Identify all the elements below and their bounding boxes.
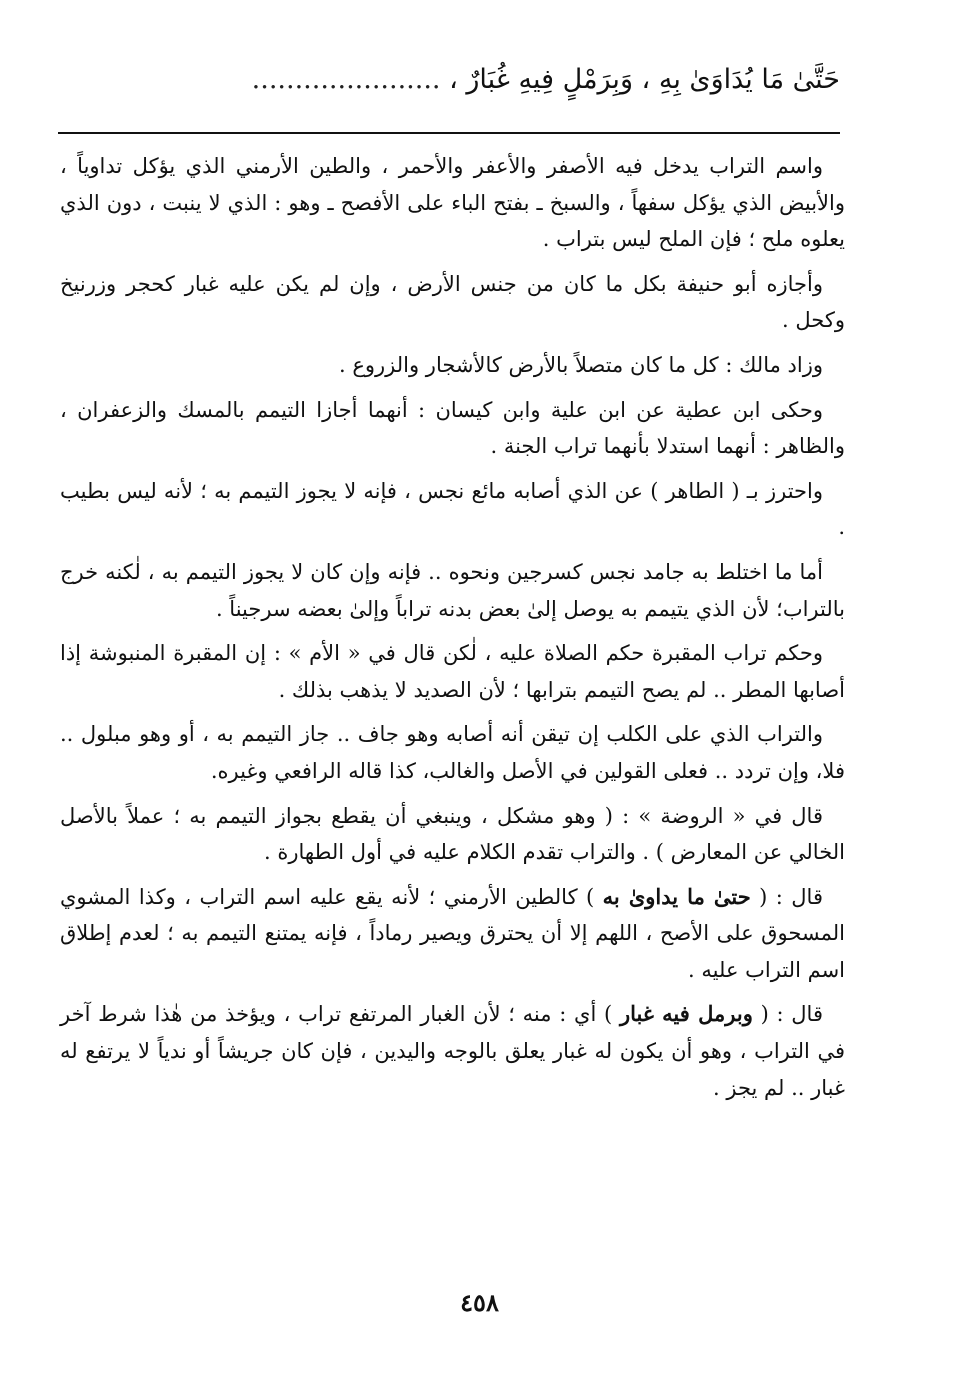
page-number: ٤٥٨ xyxy=(460,1288,499,1317)
paragraph-5: واحترز بـ ( الطاهر ) عن الذي أصابه مائع نجس ، فإنه لا يجوز التيمم به ؛ لأنه ليس بطيب . xyxy=(60,478,845,540)
matn-header-dots: ...................... xyxy=(251,64,441,95)
paragraph-11 xyxy=(60,996,845,1106)
paragraph-11-pre: قال : ( xyxy=(752,1002,823,1027)
paragraph-10-post: ) كالطين الأرمني ؛ لأنه يقع عليه اسم التراب ، وكذا المشوي المسحوق على الأصح ، اللهم إلا أن يحترق ويصير رماداً ، فإنه يمتنع التيمم به ؛ لعدم إطلاق اسم التراب عليه . xyxy=(60,884,845,982)
matn-header-line xyxy=(60,58,840,102)
header-divider xyxy=(58,132,840,134)
paragraph-9: قال في « الروضة » : ( وهو مشكل ، وينبغي أن يقطع بجواز التيمم به ؛ عملاً بالأصل الخالي عن المعارض ) . والتراب تقدم الكلام عليه في أول الطهارة . xyxy=(60,803,845,865)
paragraph-10 xyxy=(60,879,845,989)
paragraph-11-quote: وبرمل فيه غبار xyxy=(619,1001,753,1027)
paragraph-8: والتراب الذي على الكلب إن تيقن أنه أصابه وهو جاف .. جاز التيمم به ، أو وهو مبلول .. فلا، وإن تردد .. فعلى القولين في الأصل والغالب، كذا قاله الرافعي وغيره. xyxy=(60,722,845,783)
paragraph-4: وحكى ابن عطية عن ابن علية وابن كيسان : أنهما أجازا التيمم بالمسك والزعفران ، والظاهر : أنهما استدلا بأنهما تراب الجنة . xyxy=(60,397,845,459)
paragraph-2: وأجازه أبو حنيفة بكل ما كان من جنس الأرض ، وإن لم يكن عليه غبار كحجر وزرنيخ وكحل . xyxy=(60,271,845,333)
paragraph-1: واسم التراب يدخل فيه الأصفر والأعفر والأحمر ، والطين الأرمني الذي يؤكل تداوياً ، والأبيض الذي يؤكل سفهاً ، والسبخ ـ بفتح الباء على الأفصح ـ وهو : الذي لا ينبت ، دون الذي يعلوه ملح ؛ فإن الملح ليس بتراب . xyxy=(60,154,845,252)
paragraph-7: وحكم تراب المقبرة حكم الصلاة عليه ، لٰكن قال في « الأم » : إن المقبرة المنبوشة إذا أصابها المطر .. لم يصح التيمم بترابها ؛ لأن الصديد لا يذهب بذلك . xyxy=(60,641,845,702)
paragraph-6: أما ما اختلط به جامد نجس كسرجين ونحوه .. فإنه وإن كان لا يجوز التيمم به ، لٰكنه خرج بالتراب؛ لأن الذي يتيمم به يوصل إلىٰ بعض بدنه تراباً وإلىٰ بعضه سرجيناً . xyxy=(60,559,845,621)
paragraph-10-pre: قال : ( xyxy=(750,884,823,909)
commentary-body xyxy=(60,148,845,1114)
paragraph-10-quote: حتىٰ ما يداوىٰ به xyxy=(602,883,751,909)
paragraph-3: وزاد مالك : كل ما كان متصلاً بالأرض كالأشجار والزروع . xyxy=(339,352,823,377)
matn-header-text: حَتَّىٰ مَا يُدَاوَىٰ بِهِ ، وَبِرَمْلٍ فِيهِ غُبَارٌ ، xyxy=(449,64,840,95)
paragraph-11-post: ) أي : منه ؛ لأن الغبار المرتفع تراب ، ويؤخذ من هٰذا شرط آخر في التراب ، وهو أن يكون له غبار يعلق بالوجه واليدين ، فإن كان جريشاً أو ندياً لا يرتفع له غبار .. لم يجز . xyxy=(60,1002,845,1100)
